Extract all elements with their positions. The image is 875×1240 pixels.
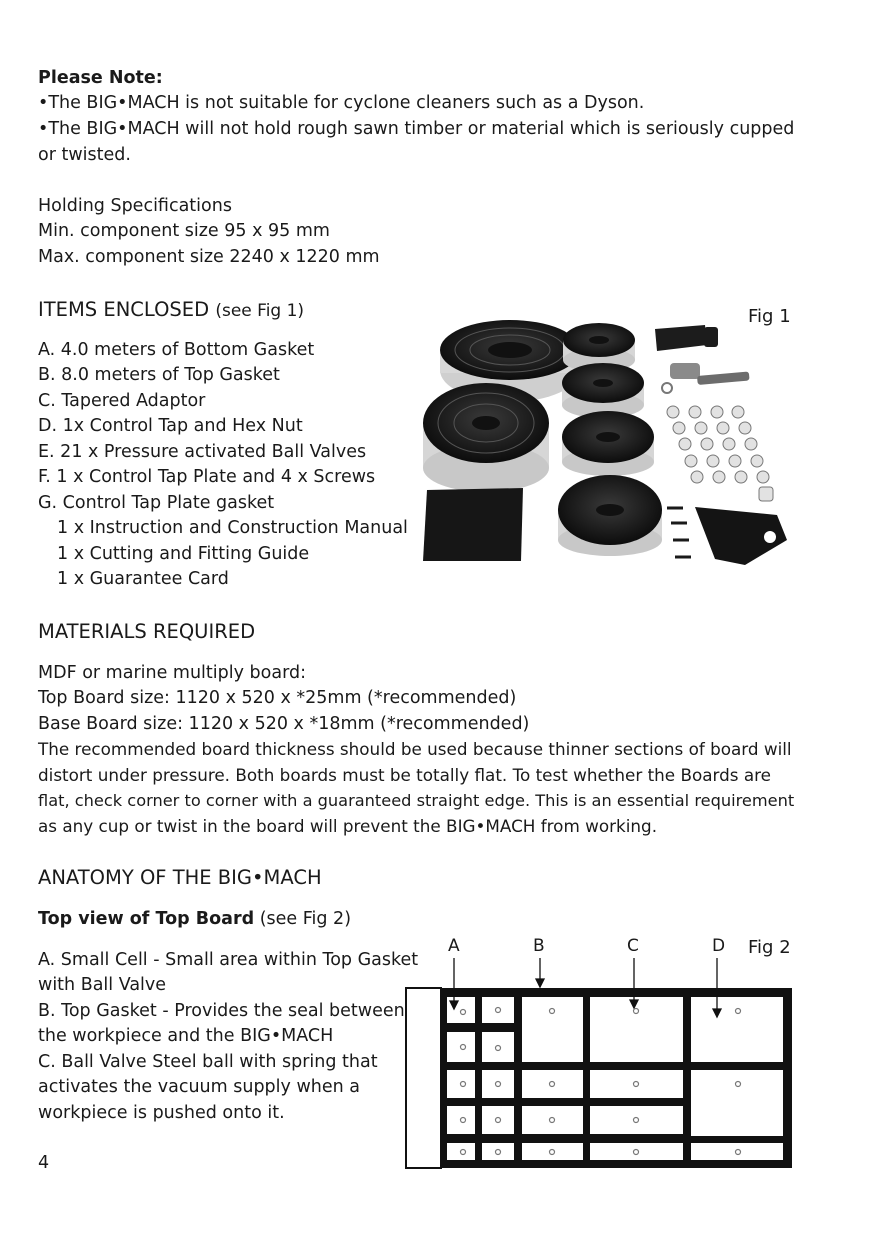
holding-min: Min. component size 95 x 95 mm: [38, 221, 330, 241]
fig2-marker-d: D: [712, 936, 726, 956]
anatomy-line: with Ball Valve: [38, 975, 167, 995]
fig1-product-photo: [415, 315, 795, 570]
anatomy-line: workpiece is pushed onto it.: [38, 1103, 285, 1123]
fig2-marker-b: B: [533, 936, 545, 956]
note-line: •The BIG•MACH will not hold rough sawn timber or material which is seriously cupped: [38, 119, 795, 139]
bottom-gasket-roll: [423, 383, 549, 492]
top-gasket-roll: [562, 411, 654, 476]
items-list-item: E. 21 x Pressure activated Ball Valves: [38, 442, 367, 462]
note-title: Please Note:: [38, 68, 163, 88]
note-line: or twisted.: [38, 145, 131, 165]
items-list-item: A. 4.0 meters of Bottom Gasket: [38, 340, 315, 360]
top-gasket-roll: [558, 475, 662, 556]
items-heading-note: (see Fig 1): [215, 301, 305, 321]
items-list-item: 1 x Guarantee Card: [57, 569, 229, 589]
anatomy-line: A. Small Cell - Small area within Top Gasket: [38, 950, 419, 970]
anatomy-line: activates the vacuum supply when a: [38, 1077, 360, 1097]
anatomy-line: B. Top Gasket - Provides the seal between: [38, 1001, 405, 1021]
tapered-adaptor: [655, 325, 707, 351]
top-gasket-roll: [562, 363, 644, 418]
items-list-item: F. 1 x Control Tap Plate and 4 x Screws: [38, 467, 376, 487]
anatomy-subheading: [38, 907, 351, 933]
materials-heading: MATERIALS REQUIRED: [38, 620, 256, 643]
fig2-label: Fig 2: [748, 937, 791, 958]
holding-max: Max. component size 2240 x 1220 mm: [38, 247, 380, 267]
anatomy-line: the workpiece and the BIG•MACH: [38, 1026, 334, 1046]
materials-line: Base Board size: 1120 x 520 x *18mm (*recommended): [38, 714, 530, 734]
anatomy-subheading-note: (see Fig 2): [259, 909, 352, 929]
materials-line: flat, check corner to corner with a guaranteed straight edge. This is an essential requirement: [38, 791, 795, 810]
items-list-item: B. 8.0 meters of Top Gasket: [38, 365, 280, 385]
materials-line: distort under pressure. Both boards must be totally flat. To test whether the Boards are: [38, 765, 771, 785]
anatomy-subheading-text: Top view of Top Board: [38, 909, 255, 929]
items-list-item: D. 1x Control Tap and Hex Nut: [38, 416, 303, 436]
fig2-marker-c: C: [627, 936, 639, 956]
control-tap-plate-gasket: [423, 488, 523, 561]
items-list-item: C. Tapered Adaptor: [38, 391, 206, 411]
items-list-item: G. Control Tap Plate gasket: [38, 493, 275, 513]
materials-line: as any cup or twist in the board will prevent the BIG•MACH from working.: [38, 816, 658, 836]
items-heading-text: ITEMS ENCLOSED: [38, 298, 210, 321]
anatomy-line: C. Ball Valve Steel ball with spring that: [38, 1052, 378, 1072]
control-tap: [662, 363, 750, 393]
fig2-marker-a: A: [448, 936, 460, 956]
materials-line: The recommended board thickness should be used because thinner sections of board will: [38, 739, 792, 759]
fig2-top-board-diagram: [404, 955, 794, 1170]
ball-valves: [667, 406, 773, 501]
page-number: 4: [38, 1153, 50, 1173]
fig1-label: Fig 1: [748, 306, 791, 327]
materials-line: Top Board size: 1120 x 520 x *25mm (*recommended): [38, 688, 517, 708]
items-heading: [38, 297, 304, 324]
items-list-item: 1 x Instruction and Construction Manual: [57, 518, 408, 538]
holding-title: Holding Specifications: [38, 196, 232, 216]
anatomy-heading: ANATOMY OF THE BIG•MACH: [38, 866, 322, 889]
note-line: •The BIG•MACH is not suitable for cyclone cleaners such as a Dyson.: [38, 93, 645, 113]
materials-line: MDF or marine multiply board:: [38, 663, 306, 683]
screws: [667, 508, 691, 557]
items-list-item: 1 x Cutting and Fitting Guide: [57, 544, 310, 564]
